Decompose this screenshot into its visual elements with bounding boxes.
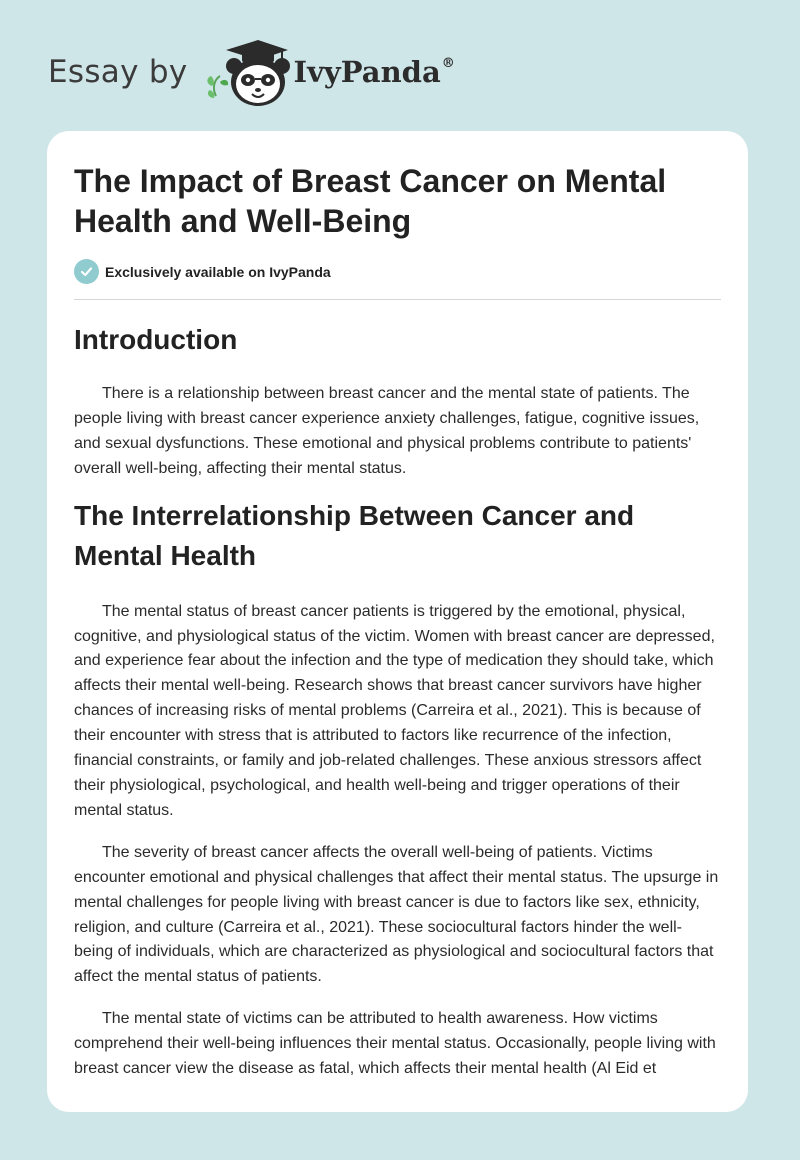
essay-card bbox=[47, 131, 748, 1112]
title-divider bbox=[74, 299, 721, 300]
panda-logo-icon[interactable] bbox=[202, 36, 290, 108]
check-icon bbox=[74, 259, 99, 284]
paragraph: The mental status of breast cancer patients is triggered by the emotional, physical, cognitive, and physiological status of the victim. Women with breast cancer are depressed, and experience fear about the infection and the type of medication they should take, which affects their mental well-being. Research shows that breast cancer survivors have higher chances of increasing risks of mental problems (Carreira et al., 2021). This is because of their encounter with stress that is attributed to factors like recurrence of the infection, financial constraints, or family and job-related challenges. These anxious stressors affect their physiological, psychological, and health well-being and trigger operations of their mental status. bbox=[74, 602, 715, 819]
section-heading-interrelationship: The Interrelationship Between Cancer and Mental Health bbox=[74, 499, 635, 571]
brand-name[interactable] bbox=[294, 55, 455, 89]
section-heading-introduction: Introduction bbox=[74, 324, 238, 355]
brand-text: IvyPanda bbox=[293, 55, 441, 89]
paragraph: The mental state of victims can be attributed to health awareness. How victims comprehend their well-being influences their mental status. Occasionally, people living with breast cancer view the disease as fatal, which affects their mental health (Al Eid et bbox=[74, 1010, 716, 1078]
paragraph: There is a relationship between breast cancer and the mental state of patients. The people living with breast cancer experience anxiety challenges, fatigue, cognitive issues, and sexual dysfunctions. These emotional and physical problems contribute to patients' overall well-being, affecting their mental status. bbox=[74, 385, 700, 477]
paragraph: The severity of breast cancer affects the overall well-being of patients. Victims encounter emotional and physical challenges that affect their mental status. The upsurge in mental challenges for people living with breast cancer is due to factors like sex, ethnicity, religion, and culture (Carreira et al., 2021). These sociocultural factors hinder the well-being of individuals, which are characterized as physiological and sociocultural factors that affect the mental status of patients. bbox=[74, 843, 719, 986]
essay-title: The Impact of Breast Cancer on Mental Health and Well-Being bbox=[74, 163, 667, 239]
exclusive-label: Exclusively available on IvyPanda bbox=[105, 263, 331, 280]
site-header bbox=[48, 36, 455, 108]
exclusive-badge bbox=[74, 259, 721, 284]
essay-by-label: Essay by bbox=[48, 54, 188, 90]
registered-mark: ® bbox=[441, 56, 455, 72]
